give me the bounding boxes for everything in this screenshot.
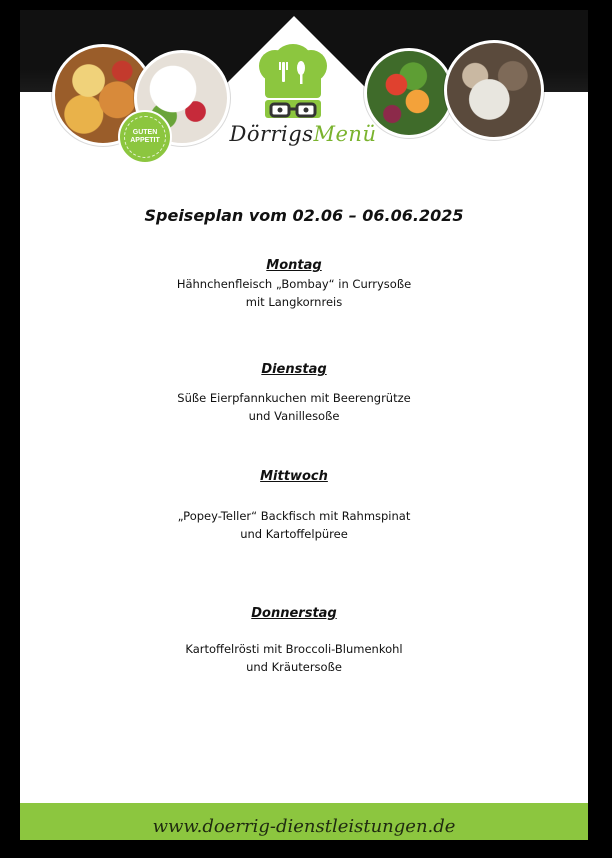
food-photo-kitchen (444, 40, 544, 140)
guten-appetit-badge (118, 110, 172, 164)
dish-monday (20, 275, 568, 311)
dish-line: Hähnchenfleisch „Bombay“ in Currysoße (176, 277, 412, 291)
dish-line: und Kartoffelpüree (240, 527, 348, 541)
dish-line: und Kräutersoße (246, 660, 342, 674)
brand-logo-text (208, 122, 398, 146)
day-heading-thursday: Donnerstag (251, 606, 337, 621)
dish-line: Kartoffelrösti mit Broccoli-Blumenkohl (185, 642, 403, 656)
menu-title: Speiseplan vom 02.06 – 06.06.2025 (144, 206, 464, 225)
day-heading-wednesday: Mittwoch (260, 469, 328, 484)
dish-line: und Vanillesoße (248, 409, 340, 423)
day-heading-tuesday: Dienstag (261, 362, 327, 377)
brand-name: Dörrigs (229, 122, 314, 146)
badge-line2: APPETIT (130, 137, 160, 144)
dish-line: „Popey-Teller“ Backfisch mit Rahmspinat (177, 509, 411, 523)
footer-website: www.doerrig-dienstleistungen.de (152, 816, 456, 837)
chef-hat-glasses-icon (257, 44, 329, 126)
badge-line1: GUTEN (132, 128, 158, 136)
dish-wednesday (20, 507, 568, 543)
dish-tuesday (20, 389, 568, 425)
brand-name-accent: Menü (313, 122, 377, 146)
dish-thursday (20, 640, 568, 676)
day-heading-monday: Montag (266, 258, 322, 273)
dish-line: mit Langkornreis (245, 295, 343, 309)
dish-line: Süße Eierpfannkuchen mit Beerengrütze (177, 391, 411, 405)
menu-sheet (20, 10, 588, 840)
